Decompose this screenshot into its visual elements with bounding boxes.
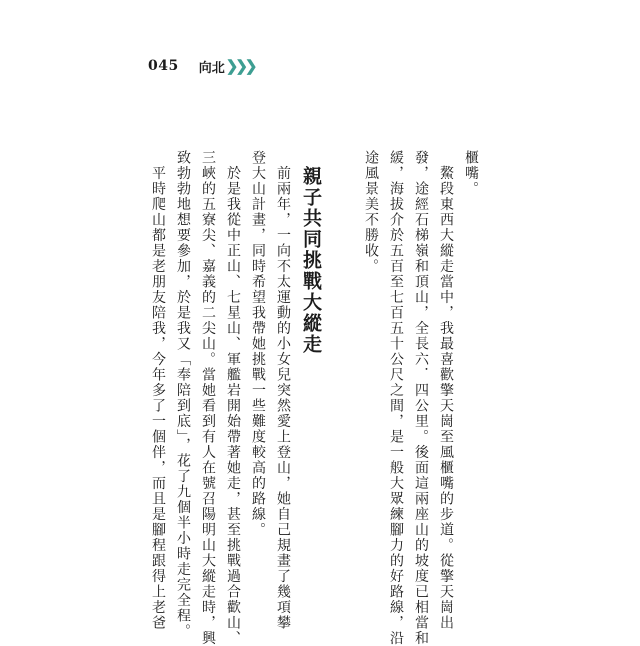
- triple-chevron-icon: [225, 56, 258, 75]
- page-number: 045: [148, 58, 179, 74]
- text-column: 發，途經石梯嶺和頂山，全長六．四公里。後面這兩座山的坡度已相當和: [413, 150, 429, 646]
- page-header: [148, 56, 257, 76]
- text-column: 途風景美不勝收。: [363, 150, 379, 274]
- text-column: 櫃嘴。: [463, 150, 479, 197]
- text-column: 鰲段東西大縱走當中，我最喜歡擎天崗至風櫃嘴的步道。從擎天崗出: [438, 150, 454, 631]
- text-column: 三峽的五寮尖、嘉義的二尖山。當她看到有人在號召陽明山大縱走時，興: [200, 150, 216, 646]
- text-column: 登大山計畫，同時希望我帶她挑戰一些難度較高的路線。: [250, 150, 266, 538]
- text-column: 致勃勃地想要參加，於是我又「奉陪到底」，花了九個半小時走完全程。: [175, 150, 191, 639]
- chevron-right-icon: ❯: [244, 56, 258, 75]
- chapter-label: [199, 57, 258, 76]
- chevron-right-icon: ❯: [235, 56, 248, 75]
- text-column: 前兩年，一向不太運動的小女兒突然愛上登山，她自己規畫了幾項攀: [275, 150, 291, 631]
- section-heading: 親子共同挑戰大縱走: [300, 166, 322, 355]
- chevron-right-icon: ❯: [225, 56, 239, 75]
- chapter-title: 向北: [198, 60, 225, 76]
- text-column: 緩，海拔介於五百至七百五十公尺之間，是一般大眾練腳力的好路線，沿: [388, 150, 404, 646]
- text-column: 於是我從中正山、七星山、軍艦岩開始帶著她走，甚至挑戰過合歡山、: [225, 150, 241, 646]
- text-column: 平時爬山都是老朋友陪我，今年多了一個伴，而且是腳程跟得上老爸: [150, 150, 166, 631]
